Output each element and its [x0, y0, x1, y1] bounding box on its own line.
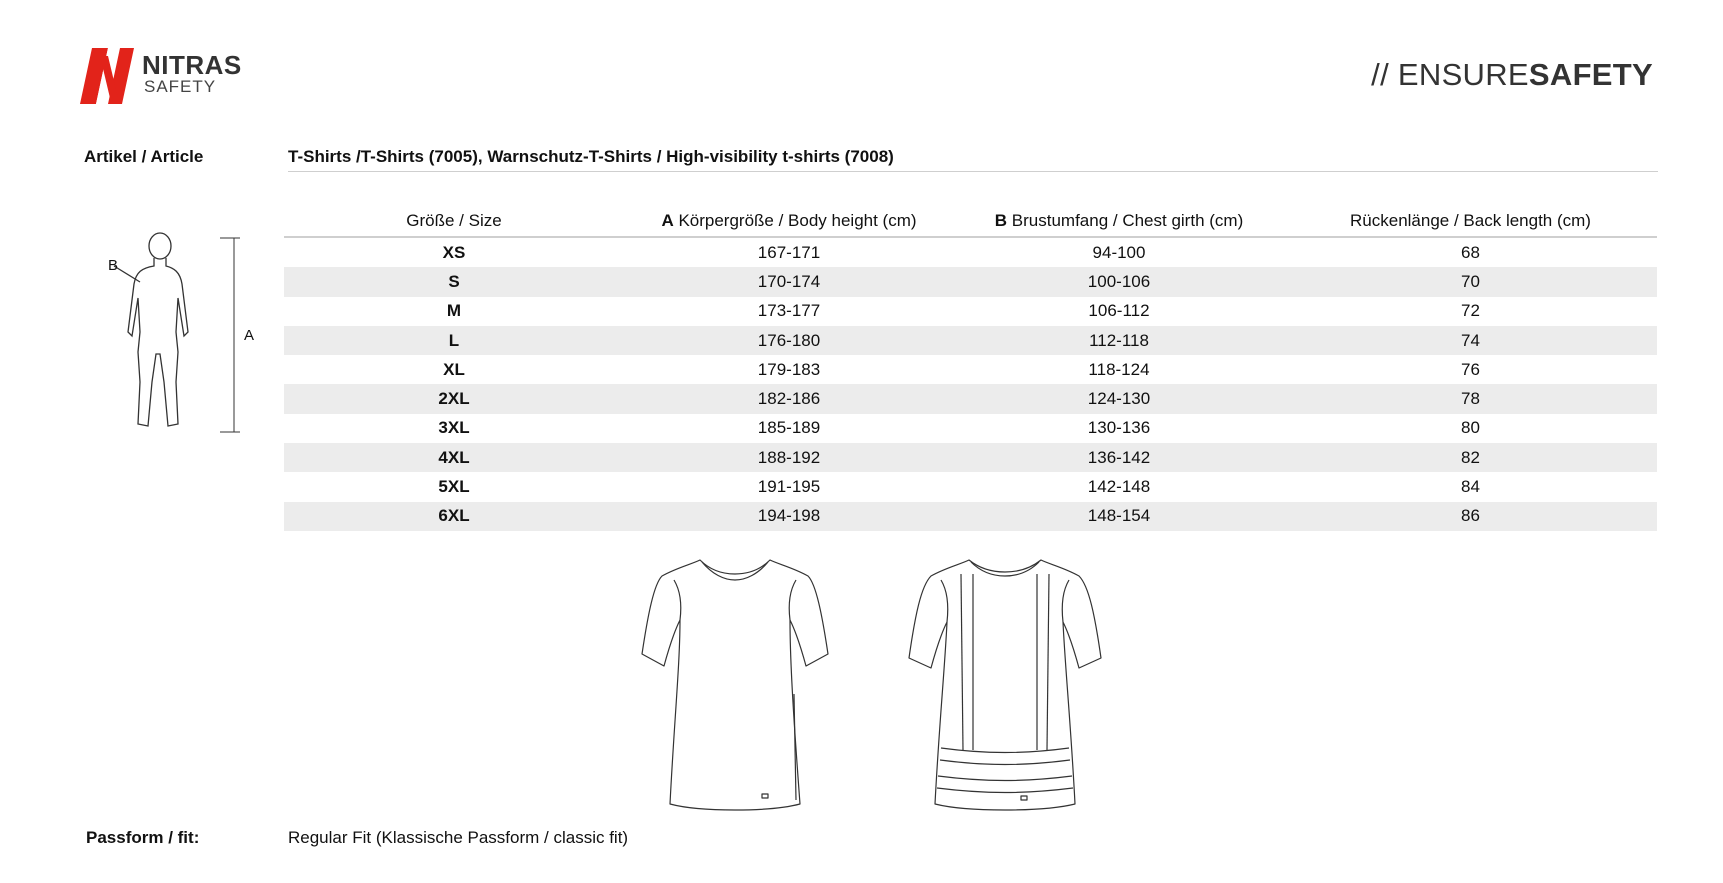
cell-back-length: 68 — [1284, 237, 1657, 267]
hi-vis-tshirt-icon — [905, 554, 1105, 816]
cell-chest-girth: 94-100 — [954, 237, 1284, 267]
cell-size: XS — [284, 237, 624, 267]
table-header-row — [284, 206, 1657, 237]
article-value: T-Shirts /T-Shirts (7005), Warnschutz-T-Shirts / High-visibility t-shirts (7008) — [288, 147, 894, 166]
cell-back-length: 84 — [1284, 472, 1657, 501]
header-chest-letter: B — [994, 211, 1008, 230]
header-body-letter: A — [661, 211, 674, 230]
header-chest-girth — [954, 206, 1284, 237]
nitras-logo-icon — [78, 46, 138, 106]
cell-size: M — [284, 297, 624, 326]
cell-body-height: 191-195 — [624, 472, 954, 501]
table-row — [284, 326, 1657, 355]
cell-body-height: 179-183 — [624, 355, 954, 384]
header-chest-text: Brustumfang / Chest girth (cm) — [1007, 211, 1244, 230]
cell-chest-girth: 148-154 — [954, 502, 1284, 531]
cell-body-height: 194-198 — [624, 502, 954, 531]
table-row — [284, 384, 1657, 413]
cell-chest-girth: 112-118 — [954, 326, 1284, 355]
cell-back-length: 74 — [1284, 326, 1657, 355]
cell-size: L — [284, 326, 624, 355]
article-divider — [288, 171, 1658, 172]
header-body-height — [624, 206, 954, 237]
slogan-bold: SAFETY — [1528, 57, 1653, 92]
figure-label-a: A — [244, 327, 255, 344]
cell-chest-girth: 118-124 — [954, 355, 1284, 384]
brand-name: NITRAS — [142, 50, 242, 80]
article-label: Artikel / Article — [84, 147, 204, 166]
body-silhouette-icon — [108, 232, 258, 442]
cell-back-length: 80 — [1284, 414, 1657, 443]
cell-chest-girth: 124-130 — [954, 384, 1284, 413]
slogan-prefix: // ENSURE — [1371, 57, 1529, 92]
table-row — [284, 414, 1657, 443]
table-row — [284, 502, 1657, 531]
tshirt-icon — [640, 554, 830, 816]
cell-body-height: 176-180 — [624, 326, 954, 355]
cell-back-length: 78 — [1284, 384, 1657, 413]
figure-label-b: B — [108, 257, 119, 274]
cell-body-height: 185-189 — [624, 414, 954, 443]
cell-size: 2XL — [284, 384, 624, 413]
table-row — [284, 355, 1657, 384]
table-row — [284, 267, 1657, 296]
cell-body-height: 173-177 — [624, 297, 954, 326]
cell-back-length: 70 — [1284, 267, 1657, 296]
brand-slogan — [1371, 58, 1653, 92]
brand-logo — [78, 46, 242, 106]
tshirt-front-illustration — [640, 554, 830, 816]
cell-chest-girth: 106-112 — [954, 297, 1284, 326]
cell-size: S — [284, 267, 624, 296]
cell-size: 4XL — [284, 443, 624, 472]
cell-chest-girth: 130-136 — [954, 414, 1284, 443]
header-size: Größe / Size — [284, 206, 624, 237]
fit-label: Passform / fit: — [86, 828, 200, 847]
cell-body-height: 182-186 — [624, 384, 954, 413]
tshirt-back-illustration — [905, 554, 1105, 816]
header-body-text: Körpergröße / Body height (cm) — [673, 211, 917, 230]
cell-body-height: 188-192 — [624, 443, 954, 472]
cell-back-length: 82 — [1284, 443, 1657, 472]
cell-size: 6XL — [284, 502, 624, 531]
header-back-length: Rückenlänge / Back length (cm) — [1284, 206, 1657, 237]
cell-chest-girth: 142-148 — [954, 472, 1284, 501]
cell-chest-girth: 100-106 — [954, 267, 1284, 296]
cell-size: 3XL — [284, 414, 624, 443]
table-row — [284, 237, 1657, 267]
cell-body-height: 170-174 — [624, 267, 954, 296]
cell-chest-girth: 136-142 — [954, 443, 1284, 472]
body-measurement-figure — [108, 232, 258, 442]
cell-back-length: 86 — [1284, 502, 1657, 531]
fit-value: Regular Fit (Klassische Passform / classic fit) — [288, 828, 629, 847]
table-row — [284, 443, 1657, 472]
cell-body-height: 167-171 — [624, 237, 954, 267]
brand-subtitle: SAFETY — [144, 77, 217, 96]
table-row — [284, 472, 1657, 501]
cell-size: XL — [284, 355, 624, 384]
size-chart-table — [284, 206, 1657, 531]
cell-back-length: 72 — [1284, 297, 1657, 326]
table-row — [284, 297, 1657, 326]
cell-back-length: 76 — [1284, 355, 1657, 384]
cell-size: 5XL — [284, 472, 624, 501]
